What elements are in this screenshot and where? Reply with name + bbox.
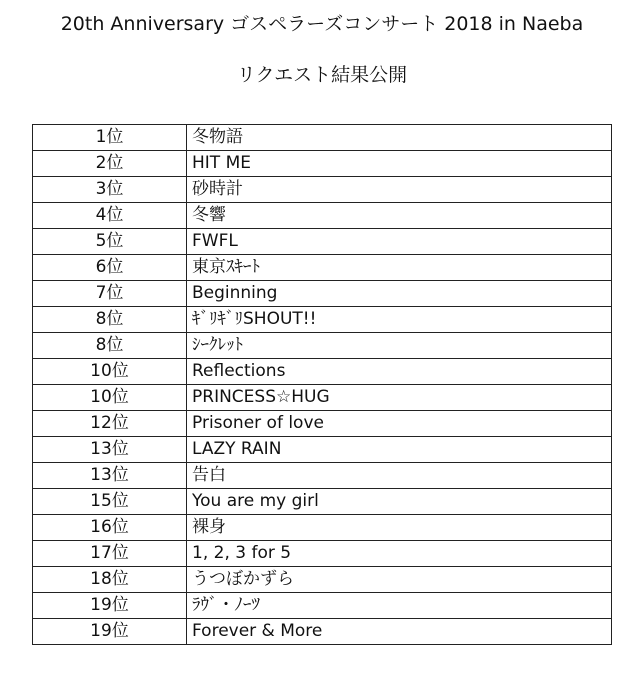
table-row [33, 437, 612, 463]
song-cell: You are my girl [187, 489, 612, 515]
rank-cell: 13位 [33, 463, 187, 489]
table-row [33, 307, 612, 333]
table-row [33, 515, 612, 541]
rank-cell: 18位 [33, 567, 187, 593]
song-cell: LAZY RAIN [187, 437, 612, 463]
page-title: 20th Anniversary ゴスペラーズコンサート 2018 in Naeba [60, 13, 584, 35]
table-row [33, 541, 612, 567]
song-cell: Reflections [187, 359, 612, 385]
rank-cell: 19位 [33, 619, 187, 645]
song-cell: ﾗｳﾞ・ﾉｰﾂ [187, 593, 612, 619]
rank-cell: 2位 [33, 151, 187, 177]
rank-cell: 19位 [33, 593, 187, 619]
page-subtitle: リクエスト結果公開 [236, 64, 408, 86]
song-cell: PRINCESS☆HUG [187, 385, 612, 411]
ranking-table [32, 124, 612, 645]
table-row [33, 411, 612, 437]
table-row [33, 463, 612, 489]
table-row [33, 333, 612, 359]
song-cell: Beginning [187, 281, 612, 307]
rank-cell: 12位 [33, 411, 187, 437]
rank-cell: 10位 [33, 359, 187, 385]
song-cell: Forever & More [187, 619, 612, 645]
song-cell: 告白 [187, 463, 612, 489]
song-cell: 1, 2, 3 for 5 [187, 541, 612, 567]
song-cell: 東京ｽｷｰﾄ [187, 255, 612, 281]
rank-cell: 3位 [33, 177, 187, 203]
table-row [33, 151, 612, 177]
table-row [33, 489, 612, 515]
song-cell: 砂時計 [187, 177, 612, 203]
table-row [33, 567, 612, 593]
table-row [33, 255, 612, 281]
song-cell: Prisoner of love [187, 411, 612, 437]
table-row [33, 125, 612, 151]
rank-cell: 7位 [33, 281, 187, 307]
table-row [33, 385, 612, 411]
ranking-table-body [33, 125, 612, 645]
table-row [33, 229, 612, 255]
song-cell: 裸身 [187, 515, 612, 541]
song-cell: ｼｰｸﾚｯﾄ [187, 333, 612, 359]
rank-cell: 4位 [33, 203, 187, 229]
rank-cell: 6位 [33, 255, 187, 281]
table-row [33, 359, 612, 385]
rank-cell: 8位 [33, 333, 187, 359]
table-row [33, 281, 612, 307]
rank-cell: 17位 [33, 541, 187, 567]
table-row [33, 177, 612, 203]
song-cell: 冬物語 [187, 125, 612, 151]
rank-cell: 10位 [33, 385, 187, 411]
rank-cell: 5位 [33, 229, 187, 255]
rank-cell: 16位 [33, 515, 187, 541]
rank-cell: 8位 [33, 307, 187, 333]
rank-cell: 15位 [33, 489, 187, 515]
song-cell: ｷﾞﾘｷﾞﾘSHOUT!! [187, 307, 612, 333]
song-cell: HIT ME [187, 151, 612, 177]
table-row [33, 203, 612, 229]
song-cell: FWFL [187, 229, 612, 255]
table-row [33, 593, 612, 619]
rank-cell: 13位 [33, 437, 187, 463]
song-cell: 冬響 [187, 203, 612, 229]
rank-cell: 1位 [33, 125, 187, 151]
table-row [33, 619, 612, 645]
song-cell: うつぼかずら [187, 567, 612, 593]
